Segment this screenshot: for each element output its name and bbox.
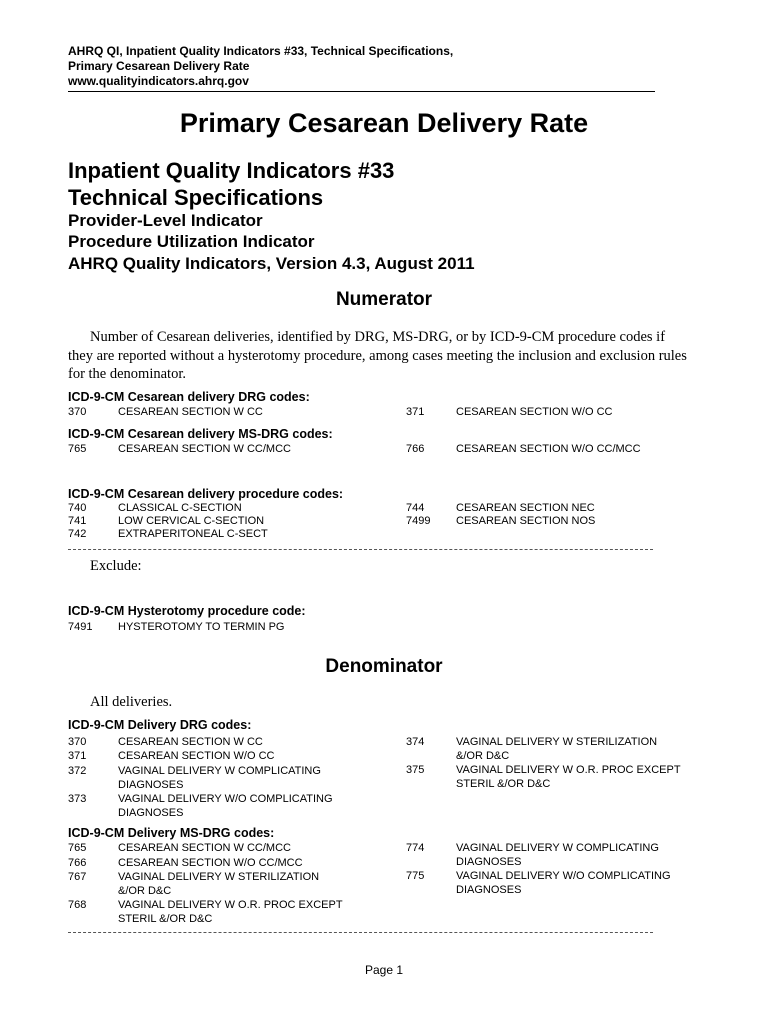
code-description: VAGINAL DELIVERY W O.R. PROC EXCEPT STERIL &/OR D&C — [456, 764, 681, 790]
code-description: VAGINAL DELIVERY W/O COMPLICATING DIAGNOSES — [456, 870, 671, 896]
code-description: CESAREAN SECTION W/O CC — [118, 750, 275, 762]
code-number: 374 — [406, 736, 425, 748]
spec-provider-level: Provider-Level Indicator — [68, 211, 263, 230]
code-description: VAGINAL DELIVERY W O.R. PROC EXCEPT STERIL &/OR D&C — [118, 899, 343, 925]
code-description: HYSTEROTOMY TO TERMIN PG — [118, 621, 285, 633]
code-number: 765 — [68, 443, 87, 455]
code-number: 765 — [68, 842, 87, 854]
code-number: 373 — [68, 793, 87, 805]
code-number: 740 — [68, 502, 87, 514]
code-number: 744 — [406, 502, 425, 514]
dashed-divider — [68, 549, 653, 550]
numerator-description: Number of Cesarean deliveries, identified by DRG, MS-DRG, or by ICD-9-CM procedure codes if they are reported without a hysterotomy procedure, among cases meeting the inclusion and exclusion rules for the denominator. — [68, 329, 687, 382]
spec-indicator-number: Inpatient Quality Indicators #33 — [68, 158, 395, 183]
code-number: 742 — [68, 528, 87, 540]
numerator-heading: Numerator — [335, 289, 433, 310]
code-description: LOW CERVICAL C-SECTION — [118, 515, 265, 527]
denominator-msdrg-heading: ICD-9-CM Delivery MS-DRG codes: — [68, 826, 275, 840]
spec-version: AHRQ Quality Indicators, Version 4.3, August 2011 — [68, 254, 475, 273]
page-title: Primary Cesarean Delivery Rate — [179, 108, 589, 138]
code-number: 371 — [406, 406, 425, 418]
code-description: CESAREAN SECTION W CC/MCC — [118, 842, 291, 854]
code-number: 775 — [406, 870, 425, 882]
code-description: CESAREAN SECTION W/O CC/MCC — [118, 857, 303, 869]
code-description: CESAREAN SECTION NEC — [456, 502, 595, 514]
code-description: CESAREAN SECTION W/O CC — [456, 406, 613, 418]
code-description: CESAREAN SECTION W/O CC/MCC — [456, 443, 641, 455]
denominator-heading: Denominator — [325, 656, 443, 677]
code-number: 741 — [68, 515, 87, 527]
page-number: Page 1 — [364, 963, 404, 977]
header-line-2: Primary Cesarean Delivery Rate — [68, 59, 250, 73]
code-description: CESAREAN SECTION NOS — [456, 515, 596, 527]
code-number: 371 — [68, 750, 87, 762]
code-description: CESAREAN SECTION W CC/MCC — [118, 443, 291, 455]
header-line-1: AHRQ QI, Inpatient Quality Indicators #33, Technical Specifications, — [68, 44, 454, 58]
code-description: VAGINAL DELIVERY W COMPLICATING DIAGNOSES — [118, 765, 321, 791]
code-description: VAGINAL DELIVERY W STERILIZATION &/OR D&C — [118, 871, 320, 897]
numerator-drg-heading: ICD-9-CM Cesarean delivery DRG codes: — [68, 390, 310, 404]
exclude-label: Exclude: — [90, 558, 142, 574]
hysterotomy-heading: ICD-9-CM Hysterotomy procedure code: — [68, 604, 306, 618]
code-number: 774 — [406, 842, 425, 854]
code-number: 7499 — [406, 515, 431, 527]
dashed-divider — [68, 932, 653, 933]
spec-technical-heading: Technical Specifications — [68, 185, 324, 210]
numerator-msdrg-heading: ICD-9-CM Cesarean delivery MS-DRG codes: — [68, 427, 333, 441]
code-number: 370 — [68, 406, 87, 418]
code-description: CESAREAN SECTION W CC — [118, 736, 263, 748]
code-description: VAGINAL DELIVERY W STERILIZATION &/OR D&C — [456, 736, 658, 762]
code-number: 767 — [68, 871, 87, 883]
spec-procedure-utilization: Procedure Utilization Indicator — [68, 232, 315, 251]
code-number: 375 — [406, 764, 425, 776]
code-number: 766 — [68, 857, 87, 869]
code-number: 372 — [68, 765, 87, 777]
header-url: www.qualityindicators.ahrq.gov — [68, 74, 249, 88]
denominator-drg-heading: ICD-9-CM Delivery DRG codes: — [68, 718, 252, 732]
code-description: EXTRAPERITONEAL C-SECT — [118, 528, 268, 540]
code-number: 370 — [68, 736, 87, 748]
numerator-procedure-heading: ICD-9-CM Cesarean delivery procedure codes: — [68, 487, 344, 501]
code-number: 766 — [406, 443, 425, 455]
code-number: 7491 — [68, 621, 93, 633]
code-number: 768 — [68, 899, 87, 911]
denominator-description: All deliveries. — [90, 694, 173, 710]
running-header — [68, 44, 655, 92]
code-description: CLASSICAL C-SECTION — [118, 502, 242, 514]
code-description: VAGINAL DELIVERY W COMPLICATING DIAGNOSES — [456, 842, 659, 868]
code-description: CESAREAN SECTION W CC — [118, 406, 263, 418]
code-description: VAGINAL DELIVERY W/O COMPLICATING DIAGNOSES — [118, 793, 333, 819]
